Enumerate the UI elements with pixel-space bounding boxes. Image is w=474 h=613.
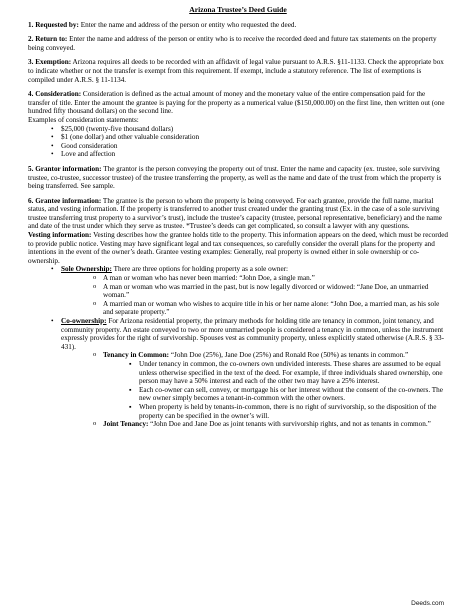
section-label: 4. Consideration:	[28, 90, 82, 99]
co-ownership-label: Co-ownership:	[61, 317, 107, 325]
section-grantee	[28, 197, 448, 429]
list-item: • Good consideration	[61, 142, 448, 151]
section-text: Enter the name and address of the person or entity who requested the deed.	[78, 20, 297, 29]
section-text: The grantor is the person conveying the property out of trust. Enter the name and capacity (ex. trustee, sole surviving trustee, co-trustee, successor trustee) of the trustee transferring the property, as well as the name and date of the trust from which the property is being transferred. See sample.	[28, 164, 442, 191]
co-ownership-options	[61, 351, 448, 428]
section-label: 5. Grantor information:	[28, 164, 102, 173]
list-item: • Love and affection	[61, 150, 448, 159]
tenancy-in-common-item	[103, 351, 448, 420]
grantee-paragraph	[28, 197, 448, 231]
tenancy-in-common-label: Tenancy in Common:	[103, 351, 170, 360]
section-text: The grantee is the person to whom the property is being conveyed. For each grantee, provide the full name, marital status, and vesting information. If the property is transferred to another trust created under the granting trust (Ex. in the case of a sole surviving trustee transferring trust property to a survivor’s trust), include the trustee’s capacity (trustee, personal representative, beneficiary) and the name and date of the trust under which they serve as trustee. *Trustee’s deeds can get complicated, so consult a lawyer with any questions.	[28, 196, 442, 231]
tenancy-in-common-details	[103, 360, 448, 420]
consideration-paragraph	[28, 90, 448, 116]
list-item: ▪ Under tenancy in common, the co-owners own undivided interests. These shares are assumed to be equal unless otherwise specified in the text of the deed. For example, if three individuals shared ownership, one person may have a 50% interest and each of the other two may have a 25% interest.	[139, 360, 448, 386]
sole-ownership-text: There are three options for holding property as a sole owner:	[111, 265, 289, 274]
consideration-examples	[28, 125, 448, 159]
vesting-label: Vesting information:	[28, 231, 92, 240]
list-item: o A married man or woman who wishes to acquire title in his or her name alone: “John Doe, a married man, as his sole and separate property.”	[103, 300, 448, 317]
list-item: ▪ When property is held by tenants-in-common, there is no right of survivorship, so the disposition of the property can be specified in the owner’s will.	[139, 403, 448, 420]
tenancy-in-common-text: “John Doe (25%), Jane Doe (25%) and Ronald Roe (50%) as tenants in common.”	[169, 351, 409, 360]
section-label: 2. Return to:	[28, 35, 68, 44]
section-exemption	[28, 58, 448, 84]
sole-ownership-item	[61, 265, 448, 317]
list-item: o A man or woman who was married in the past, but is now legally divorced or widowed: “Jane Doe, an unmarried woman.”	[103, 283, 448, 300]
section-requested-by	[28, 21, 448, 30]
document-page	[28, 6, 448, 429]
section-text: Consideration is defined as the actual amount of money and the monetary value of the entire compensation paid for the transfer of title. Enter the amount the grantee is paying for the property as a numerical value ($150,000.00) on the first line, then written out (one hundred fifty thousand dollars) on the second line.	[28, 90, 445, 116]
section-label: 1. Requested by:	[28, 20, 79, 29]
list-item: ▪ Each co-owner can sell, convey, or mortgage his or her interest without the consent of the co-owners. The new owner simply becomes a tenant-in-common with the other owners.	[139, 386, 448, 403]
section-label: 3. Exemption:	[28, 58, 72, 67]
joint-tenancy-text: “John Doe and Jane Doe as joint tenants with survivorship rights, and not as tenants in common.”	[148, 420, 431, 429]
section-text: Arizona requires all deeds to be recorded with an affidavit of legal value pursuant to A.R.S. §11-1133. Check the appropriate box to indicate whether or not the transfer is exempt from this requirement. If exempt, include a statutory reference. The list of exemptions is compiled under A.R.S. § 11-1134.	[28, 58, 444, 84]
ownership-list	[28, 265, 448, 428]
list-item: o A man or woman who has never been married: “John Doe, a single man.”	[103, 274, 448, 283]
joint-tenancy-item	[103, 420, 448, 429]
footer-brand: Deeds.com	[411, 600, 444, 607]
vesting-text: Vesting describes how the grantee holds title to the property. This information appears on the deed, which must be recorded to provide public notice. Vesting may have significant legal and tax consequences, so carefully consider the overall plans for the property and intentions in the event of the owner’s death. Grantee vesting examples: Generally, real property is owned either in sole ownership or co-ownership.	[28, 231, 448, 265]
list-item: • $1 (one dollar) and other valuable consideration	[61, 133, 448, 142]
sole-ownership-label: Sole Ownership:	[61, 265, 112, 274]
section-label: 6. Grantee information:	[28, 196, 102, 205]
co-ownership-text: For Arizona residential property, the primary methods for holding title are tenancy in common, joint tenancy, and community property. An estate conveyed to two or more unmarried people is considered a tenancy in common, unless the instrument expressly provides for the right of survivorship. Spouses vest as community property, unless explicitly stated otherwise (A.R.S. § 33-431).	[61, 317, 445, 351]
section-consideration	[28, 90, 448, 159]
examples-intro: Examples of consideration statements:	[28, 115, 139, 124]
page-title: Arizona Trustee’s Deed Guide	[189, 5, 287, 14]
joint-tenancy-label: Joint Tenancy:	[103, 420, 149, 429]
section-return-to	[28, 35, 448, 52]
section-grantor	[28, 165, 448, 191]
list-item: • $25,000 (twenty-five thousand dollars)	[61, 125, 448, 134]
vesting-paragraph	[28, 231, 448, 265]
co-ownership-item	[61, 317, 448, 429]
section-text: Enter the name and address of the person or entity who is to receive the recorded deed and future tax statements on the property being conveyed.	[28, 35, 437, 52]
sole-ownership-options	[61, 274, 448, 317]
